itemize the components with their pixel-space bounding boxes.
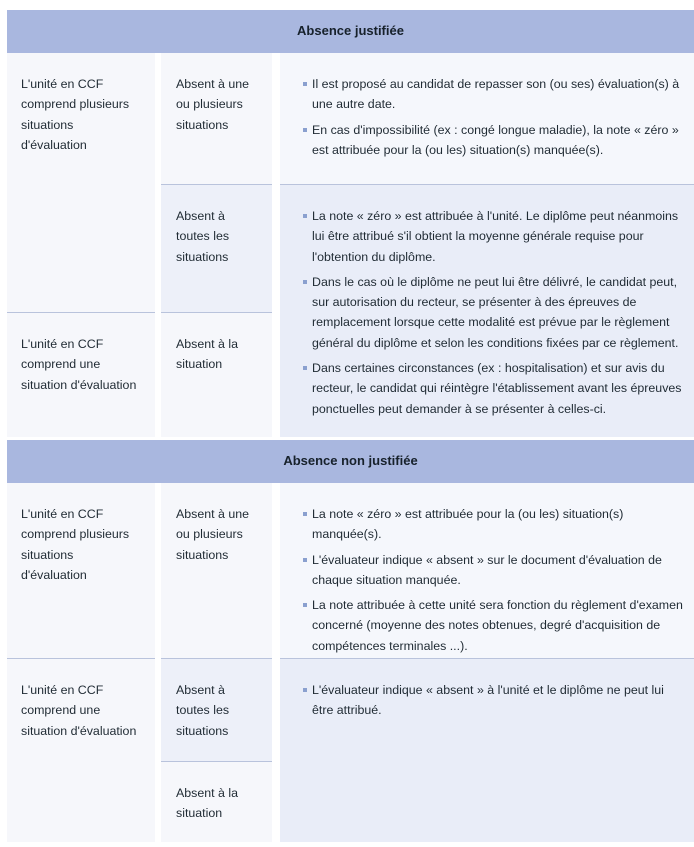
- consequence-item: Dans le cas où le diplôme ne peut lui être délivré, le candidat peut, sur autorisation du recteur, se présenter à des épreuves de remplacement lorsque cette modalité est prévue par le règlement général du diplôme et selon les conditions fixées par ce règlement.: [302, 272, 686, 353]
- situation-line: situation d'évaluation: [21, 377, 137, 392]
- consequence-cell: [280, 53, 694, 184]
- absence-line: ou plusieurs: [176, 527, 243, 542]
- absence-cell: [161, 185, 272, 312]
- absence-cell: [161, 483, 272, 658]
- situation-line: comprend une: [21, 703, 101, 718]
- situation-line: situations: [21, 117, 74, 132]
- absence-line: Absent à: [176, 683, 225, 697]
- situation-line: comprend plusieurs: [21, 97, 130, 112]
- consequence-item: La note « zéro » est attribuée à l'unité. Le diplôme peut néanmoins lui être attribué s'il obtient la moyenne générale requise pour l'obtention du diplôme.: [302, 206, 686, 267]
- consequence-list: [302, 74, 686, 165]
- situation-cell: [7, 659, 155, 842]
- absence-line: situations: [176, 547, 229, 562]
- section-header-absence-non-justifiee: [7, 440, 694, 483]
- consequence-list: [302, 680, 686, 726]
- situation-line: situation d'évaluation: [21, 723, 137, 738]
- absence-line: situations: [176, 723, 229, 738]
- absence-line: toutes les: [176, 229, 230, 244]
- situation-line: comprend plusieurs: [21, 527, 130, 542]
- consequence-list: [302, 504, 686, 661]
- situation-cell: [7, 483, 155, 658]
- absence-cell: [161, 762, 272, 842]
- consequence-item: La note attribuée à cette unité sera fonction du règlement d'examen concerné (moyenne des notes obtenues, degré d'acquisition de compétences terminales ...).: [302, 595, 686, 656]
- consequence-item: L'évaluateur indique « absent » à l'unité et le diplôme ne peut lui être attribué.: [302, 680, 686, 721]
- section-title: Absence justifiée: [297, 23, 404, 39]
- situation-line: comprend une: [21, 357, 101, 372]
- absence-line: Absent à la: [176, 337, 238, 351]
- consequence-item: L'évaluateur indique « absent » sur le document d'évaluation de chaque situation manquée.: [302, 550, 686, 591]
- consequence-item: Il est proposé au candidat de repasser son (ou ses) évaluation(s) à une autre date.: [302, 74, 686, 115]
- situation-line: situations: [21, 547, 74, 562]
- section-header-absence-justifiee: [7, 10, 694, 53]
- absence-line: ou plusieurs: [176, 97, 243, 112]
- section-title: Absence non justifiée: [283, 453, 418, 469]
- absence-line: situations: [176, 117, 229, 132]
- absence-line: situation: [176, 806, 223, 821]
- consequence-cell: [280, 659, 694, 842]
- situation-cell: [7, 313, 155, 437]
- absence-line: Absent à une: [176, 77, 250, 91]
- absence-line: situations: [176, 249, 229, 264]
- absence-line: toutes les: [176, 703, 230, 718]
- consequence-item: En cas d'impossibilité (ex : congé longue maladie), la note « zéro » est attribuée pour la (ou les) situation(s) manquée(s).: [302, 120, 686, 161]
- absence-cell: [161, 53, 272, 184]
- situation-line: L'unité en CCF: [21, 77, 104, 91]
- absence-cell: [161, 659, 272, 761]
- consequence-cell: [280, 185, 694, 437]
- situation-line: L'unité en CCF: [21, 683, 104, 697]
- situation-line: d'évaluation: [21, 567, 87, 582]
- situation-line: L'unité en CCF: [21, 337, 104, 351]
- absence-line: Absent à une: [176, 507, 250, 521]
- consequence-cell: [280, 483, 694, 658]
- consequence-item: Dans certaines circonstances (ex : hospitalisation) et sur avis du recteur, le candidat qui réintègre l'établissement avant les épreuves ponctuelles peut demander à se présenter à celles-ci.: [302, 358, 686, 419]
- situation-line: L'unité en CCF: [21, 507, 104, 521]
- absence-line: situation: [176, 357, 223, 372]
- absence-cell: [161, 313, 272, 437]
- situation-line: d'évaluation: [21, 137, 87, 152]
- consequence-item: La note « zéro » est attribuée pour la (ou les) situation(s) manquée(s).: [302, 504, 686, 545]
- absence-line: Absent à: [176, 209, 225, 223]
- consequence-list: [302, 206, 686, 424]
- situation-cell: [7, 53, 155, 312]
- absence-line: Absent à la: [176, 786, 238, 800]
